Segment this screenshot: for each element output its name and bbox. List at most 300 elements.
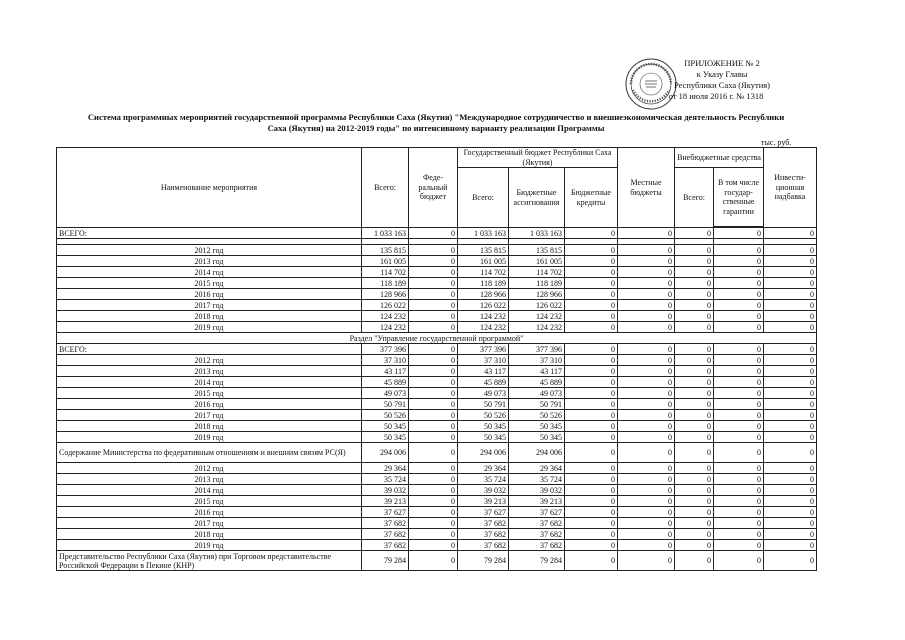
table-row [57,344,817,355]
value-cell-inv: 0 [764,377,817,388]
value-cell-inv: 0 [764,443,817,463]
value-cell-inv: 0 [764,410,817,421]
section-title: Раздел "Управление государственной программой" [57,333,817,344]
value-cell-total: 135 815 [362,245,409,256]
value-cell-loc: 0 [618,443,675,463]
official-seal-stamp [624,57,678,111]
value-cell-gg: 0 [714,289,764,300]
value-cell-inv: 0 [764,474,817,485]
value-cell-total: 126 022 [362,300,409,311]
value-cell-st: 128 966 [458,289,509,300]
table-row [57,507,817,518]
value-cell-st: 39 213 [458,496,509,507]
value-cell-gg: 0 [714,267,764,278]
header-name: Наименование мероприятия [57,148,362,228]
value-cell-ba: 37 682 [509,529,565,540]
value-cell-inv: 0 [764,267,817,278]
value-cell-total: 49 073 [362,388,409,399]
value-cell-fed: 0 [409,463,458,474]
value-cell-st: 118 189 [458,278,509,289]
value-cell-loc: 0 [618,289,675,300]
value-cell-bc: 0 [565,410,618,421]
header-guarantees: В том числе государ-ственные гарантии [714,168,764,227]
table-row [57,300,817,311]
value-cell-gg: 0 [714,388,764,399]
value-cell-fed: 0 [409,300,458,311]
value-cell-ob: 0 [675,344,714,355]
value-cell-ba: 50 526 [509,410,565,421]
value-cell-ba: 79 284 [509,551,565,571]
value-cell-total: 35 724 [362,474,409,485]
value-cell-loc: 0 [618,267,675,278]
table-row [57,228,817,239]
value-cell-gg: 0 [714,228,764,239]
table-row [57,388,817,399]
year-cell: 2015 год [57,388,362,399]
value-cell-ba: 124 232 [509,322,565,333]
value-cell-inv: 0 [764,421,817,432]
value-cell-ob: 0 [675,366,714,377]
value-cell-loc: 0 [618,278,675,289]
value-cell-ob: 0 [675,518,714,529]
value-cell-gg: 0 [714,507,764,518]
value-cell-total: 124 232 [362,322,409,333]
value-cell-ba: 161 005 [509,256,565,267]
value-cell-total: 118 189 [362,278,409,289]
value-cell-fed: 0 [409,540,458,551]
value-cell-st: 37 627 [458,507,509,518]
value-cell-gg: 0 [714,256,764,267]
value-cell-total: 124 232 [362,311,409,322]
value-cell-st: 124 232 [458,311,509,322]
appendix-header [668,58,772,102]
value-cell-fed: 0 [409,228,458,239]
value-cell-ba: 35 724 [509,474,565,485]
year-cell: 2017 год [57,300,362,311]
value-cell-bc: 0 [565,355,618,366]
value-cell-bc: 0 [565,551,618,571]
table-row [57,432,817,443]
value-cell-fed: 0 [409,278,458,289]
value-cell-ba: 37 682 [509,518,565,529]
value-cell-ba: 45 889 [509,377,565,388]
value-cell-gg: 0 [714,551,764,571]
table-row [57,366,817,377]
value-cell-st: 50 526 [458,410,509,421]
value-cell-loc: 0 [618,421,675,432]
value-cell-bc: 0 [565,267,618,278]
value-cell-ba: 37 682 [509,540,565,551]
table-row [57,421,817,432]
value-cell-total: 37 682 [362,529,409,540]
year-cell: 2019 год [57,432,362,443]
title-line-1: Система программных мероприятий государственной программы Республики Саха (Якутия) "Международное сотрудничество и внешнеэкономическая деятельность Республики [87,112,785,122]
value-cell-fed: 0 [409,388,458,399]
value-cell-bc: 0 [565,366,618,377]
value-cell-ba: 50 791 [509,399,565,410]
table-row [57,529,817,540]
value-cell-loc: 0 [618,300,675,311]
document-title [58,112,814,134]
value-cell-ba: 39 213 [509,496,565,507]
value-cell-gg: 0 [714,518,764,529]
value-cell-ba: 1 033 163 [509,228,565,239]
value-cell-ba: 126 022 [509,300,565,311]
appendix-line-3: Республики Саха (Якутия) [673,80,770,90]
value-cell-st: 45 889 [458,377,509,388]
value-cell-gg: 0 [714,322,764,333]
value-cell-ob: 0 [675,388,714,399]
value-cell-ob: 0 [675,496,714,507]
value-cell-ba: 118 189 [509,278,565,289]
value-cell-ob: 0 [675,278,714,289]
value-cell-st: 49 073 [458,388,509,399]
value-cell-loc: 0 [618,529,675,540]
value-cell-bc: 0 [565,421,618,432]
value-cell-ba: 37 627 [509,507,565,518]
value-cell-ob: 0 [675,377,714,388]
value-cell-bc: 0 [565,256,618,267]
year-cell: 2016 год [57,507,362,518]
table-row [57,463,817,474]
value-cell-total: 50 345 [362,421,409,432]
year-cell: 2015 год [57,496,362,507]
value-cell-bc: 0 [565,485,618,496]
value-cell-inv: 0 [764,311,817,322]
value-cell-loc: 0 [618,410,675,421]
value-cell-inv: 0 [764,256,817,267]
year-cell: 2013 год [57,256,362,267]
year-cell: 2015 год [57,278,362,289]
value-cell-st: 294 006 [458,443,509,463]
year-cell: 2017 год [57,410,362,421]
value-cell-st: 37 682 [458,529,509,540]
year-cell: 2012 год [57,245,362,256]
value-cell-loc: 0 [618,311,675,322]
value-cell-ob: 0 [675,267,714,278]
appendix-line-2: к Указу Главы [696,69,748,79]
value-cell-bc: 0 [565,518,618,529]
value-cell-ob: 0 [675,410,714,421]
value-cell-ba: 50 345 [509,421,565,432]
value-cell-loc: 0 [618,245,675,256]
value-cell-fed: 0 [409,355,458,366]
value-cell-total: 161 005 [362,256,409,267]
header-local: Местные бюджеты [618,148,675,228]
year-cell: 2018 год [57,529,362,540]
value-cell-fed: 0 [409,322,458,333]
value-cell-inv: 0 [764,278,817,289]
title-line-2: Саха (Якутия) на 2012-2019 годы" по интенсивному варианту реализации Программы [267,123,605,133]
value-cell-total: 43 117 [362,366,409,377]
value-cell-ba: 50 345 [509,432,565,443]
value-cell-total: 114 702 [362,267,409,278]
value-cell-gg: 0 [714,463,764,474]
value-cell-ob: 0 [675,421,714,432]
value-cell-inv: 0 [764,300,817,311]
activity-name-cell: Содержание Министерства по федеративным отношениям и внешним связям РС(Я) [57,443,362,463]
year-cell: 2014 год [57,377,362,388]
year-cell: 2018 год [57,311,362,322]
value-cell-bc: 0 [565,322,618,333]
value-cell-ba: 135 815 [509,245,565,256]
value-cell-st: 50 791 [458,399,509,410]
table-row [57,540,817,551]
appendix-line-1: ПРИЛОЖЕНИЕ № 2 [684,58,760,68]
value-cell-ba: 39 032 [509,485,565,496]
value-cell-st: 126 022 [458,300,509,311]
value-cell-ob: 0 [675,551,714,571]
value-cell-gg: 0 [714,377,764,388]
value-cell-ob: 0 [675,311,714,322]
year-cell: 2017 год [57,518,362,529]
value-cell-gg: 0 [714,410,764,421]
value-cell-inv: 0 [764,551,817,571]
value-cell-total: 128 966 [362,289,409,300]
value-cell-ob: 0 [675,228,714,239]
year-cell: 2016 год [57,399,362,410]
header-state-total: Всего: [458,168,509,228]
value-cell-ob: 0 [675,322,714,333]
value-cell-fed: 0 [409,496,458,507]
value-cell-inv: 0 [764,518,817,529]
year-cell: 2018 год [57,421,362,432]
table-row [57,311,817,322]
value-cell-inv: 0 [764,245,817,256]
year-cell: 2019 год [57,540,362,551]
value-cell-gg: 0 [714,344,764,355]
value-cell-gg: 0 [714,421,764,432]
value-cell-fed: 0 [409,443,458,463]
appendix-line-4: от 18 июля 2016 г. № 1318 [668,91,764,101]
value-cell-ob: 0 [675,355,714,366]
value-cell-st: 37 682 [458,540,509,551]
value-cell-inv: 0 [764,463,817,474]
value-cell-loc: 0 [618,388,675,399]
value-cell-total: 50 526 [362,410,409,421]
year-cell: 2012 год [57,463,362,474]
table-row [57,410,817,421]
value-cell-bc: 0 [565,432,618,443]
table-row [57,443,817,463]
value-cell-total: 37 682 [362,540,409,551]
value-cell-st: 161 005 [458,256,509,267]
header-invest: Инвести-ционная надбавка [764,148,817,228]
value-cell-fed: 0 [409,289,458,300]
value-cell-inv: 0 [764,228,817,239]
section-row [57,333,817,344]
year-cell: 2016 год [57,289,362,300]
header-off-total: Всего: [675,168,714,228]
unit-label: тыс. руб. [761,138,792,147]
value-cell-ba: 37 310 [509,355,565,366]
value-cell-st: 50 345 [458,432,509,443]
value-cell-fed: 0 [409,518,458,529]
value-cell-inv: 0 [764,399,817,410]
value-cell-bc: 0 [565,463,618,474]
value-cell-inv: 0 [764,322,817,333]
table-row [57,474,817,485]
value-cell-ba: 43 117 [509,366,565,377]
table-row [57,399,817,410]
value-cell-fed: 0 [409,432,458,443]
value-cell-bc: 0 [565,507,618,518]
table-row [57,551,817,571]
value-cell-gg: 0 [714,432,764,443]
value-cell-ob: 0 [675,529,714,540]
table-row [57,278,817,289]
value-cell-st: 1 033 163 [458,228,509,239]
value-cell-loc: 0 [618,507,675,518]
value-cell-st: 124 232 [458,322,509,333]
value-cell-ob: 0 [675,463,714,474]
header-credits: Бюджетные кредиты [565,168,618,228]
table-body [57,228,817,571]
value-cell-loc: 0 [618,485,675,496]
table-row [57,377,817,388]
table-row [57,256,817,267]
program-table [56,147,817,571]
value-cell-bc: 0 [565,311,618,322]
value-cell-bc: 0 [565,344,618,355]
value-cell-total: 50 345 [362,432,409,443]
value-cell-st: 43 117 [458,366,509,377]
value-cell-loc: 0 [618,355,675,366]
value-cell-loc: 0 [618,496,675,507]
value-cell-loc: 0 [618,228,675,239]
value-cell-inv: 0 [764,432,817,443]
value-cell-bc: 0 [565,300,618,311]
value-cell-bc: 0 [565,529,618,540]
value-cell-gg: 0 [714,245,764,256]
value-cell-st: 39 032 [458,485,509,496]
table-row [57,289,817,300]
value-cell-ba: 294 006 [509,443,565,463]
value-cell-ob: 0 [675,289,714,300]
value-cell-loc: 0 [618,399,675,410]
value-cell-total: 377 396 [362,344,409,355]
value-cell-fed: 0 [409,410,458,421]
value-cell-loc: 0 [618,377,675,388]
value-cell-bc: 0 [565,228,618,239]
value-cell-loc: 0 [618,551,675,571]
value-cell-ob: 0 [675,474,714,485]
value-cell-loc: 0 [618,540,675,551]
value-cell-gg: 0 [714,443,764,463]
activity-name-cell: ВСЕГО: [57,228,362,239]
value-cell-st: 50 345 [458,421,509,432]
value-cell-fed: 0 [409,399,458,410]
year-cell: 2012 год [57,355,362,366]
table-row [57,496,817,507]
value-cell-ba: 114 702 [509,267,565,278]
table-row [57,355,817,366]
value-cell-ba: 124 232 [509,311,565,322]
value-cell-gg: 0 [714,529,764,540]
value-cell-inv: 0 [764,366,817,377]
value-cell-ob: 0 [675,399,714,410]
value-cell-fed: 0 [409,474,458,485]
value-cell-gg: 0 [714,485,764,496]
value-cell-inv: 0 [764,529,817,540]
value-cell-gg: 0 [714,540,764,551]
value-cell-st: 377 396 [458,344,509,355]
value-cell-bc: 0 [565,496,618,507]
value-cell-gg: 0 [714,366,764,377]
value-cell-ba: 29 364 [509,463,565,474]
activity-name-cell: Представительство Республики Саха (Якутия) при Торговом представительстве Российской Федерации в Пекине (КНР) [57,551,362,571]
value-cell-st: 37 682 [458,518,509,529]
value-cell-fed: 0 [409,267,458,278]
value-cell-loc: 0 [618,344,675,355]
value-cell-total: 39 213 [362,496,409,507]
value-cell-fed: 0 [409,485,458,496]
year-cell: 2013 год [57,366,362,377]
value-cell-inv: 0 [764,355,817,366]
value-cell-loc: 0 [618,322,675,333]
value-cell-total: 1 033 163 [362,228,409,239]
value-cell-fed: 0 [409,366,458,377]
value-cell-ba: 49 073 [509,388,565,399]
value-cell-inv: 0 [764,507,817,518]
header-total: Всего: [362,148,409,228]
value-cell-ob: 0 [675,432,714,443]
value-cell-inv: 0 [764,485,817,496]
value-cell-st: 29 364 [458,463,509,474]
header-state-budget: Государственный бюджет Республики Саха (Якутия) [458,148,618,168]
value-cell-total: 37 627 [362,507,409,518]
value-cell-total: 79 284 [362,551,409,571]
value-cell-bc: 0 [565,474,618,485]
activity-name-cell: ВСЕГО: [57,344,362,355]
value-cell-inv: 0 [764,344,817,355]
value-cell-bc: 0 [565,443,618,463]
value-cell-fed: 0 [409,529,458,540]
value-cell-ob: 0 [675,443,714,463]
value-cell-ob: 0 [675,245,714,256]
header-assignments: Бюджетные ассигнования [509,168,565,228]
value-cell-total: 37 310 [362,355,409,366]
value-cell-gg: 0 [714,311,764,322]
value-cell-bc: 0 [565,399,618,410]
value-cell-loc: 0 [618,474,675,485]
table-row [57,322,817,333]
table-row [57,485,817,496]
value-cell-inv: 0 [764,289,817,300]
value-cell-total: 294 006 [362,443,409,463]
value-cell-fed: 0 [409,311,458,322]
value-cell-fed: 0 [409,344,458,355]
value-cell-st: 79 284 [458,551,509,571]
value-cell-gg: 0 [714,278,764,289]
year-cell: 2019 год [57,322,362,333]
value-cell-st: 37 310 [458,355,509,366]
value-cell-st: 135 815 [458,245,509,256]
value-cell-total: 50 791 [362,399,409,410]
value-cell-ob: 0 [675,485,714,496]
value-cell-bc: 0 [565,388,618,399]
year-cell: 2014 год [57,267,362,278]
value-cell-loc: 0 [618,463,675,474]
value-cell-total: 39 032 [362,485,409,496]
value-cell-gg: 0 [714,399,764,410]
year-cell: 2013 год [57,474,362,485]
value-cell-loc: 0 [618,256,675,267]
value-cell-bc: 0 [565,278,618,289]
value-cell-gg: 0 [714,300,764,311]
value-cell-bc: 0 [565,540,618,551]
value-cell-inv: 0 [764,388,817,399]
